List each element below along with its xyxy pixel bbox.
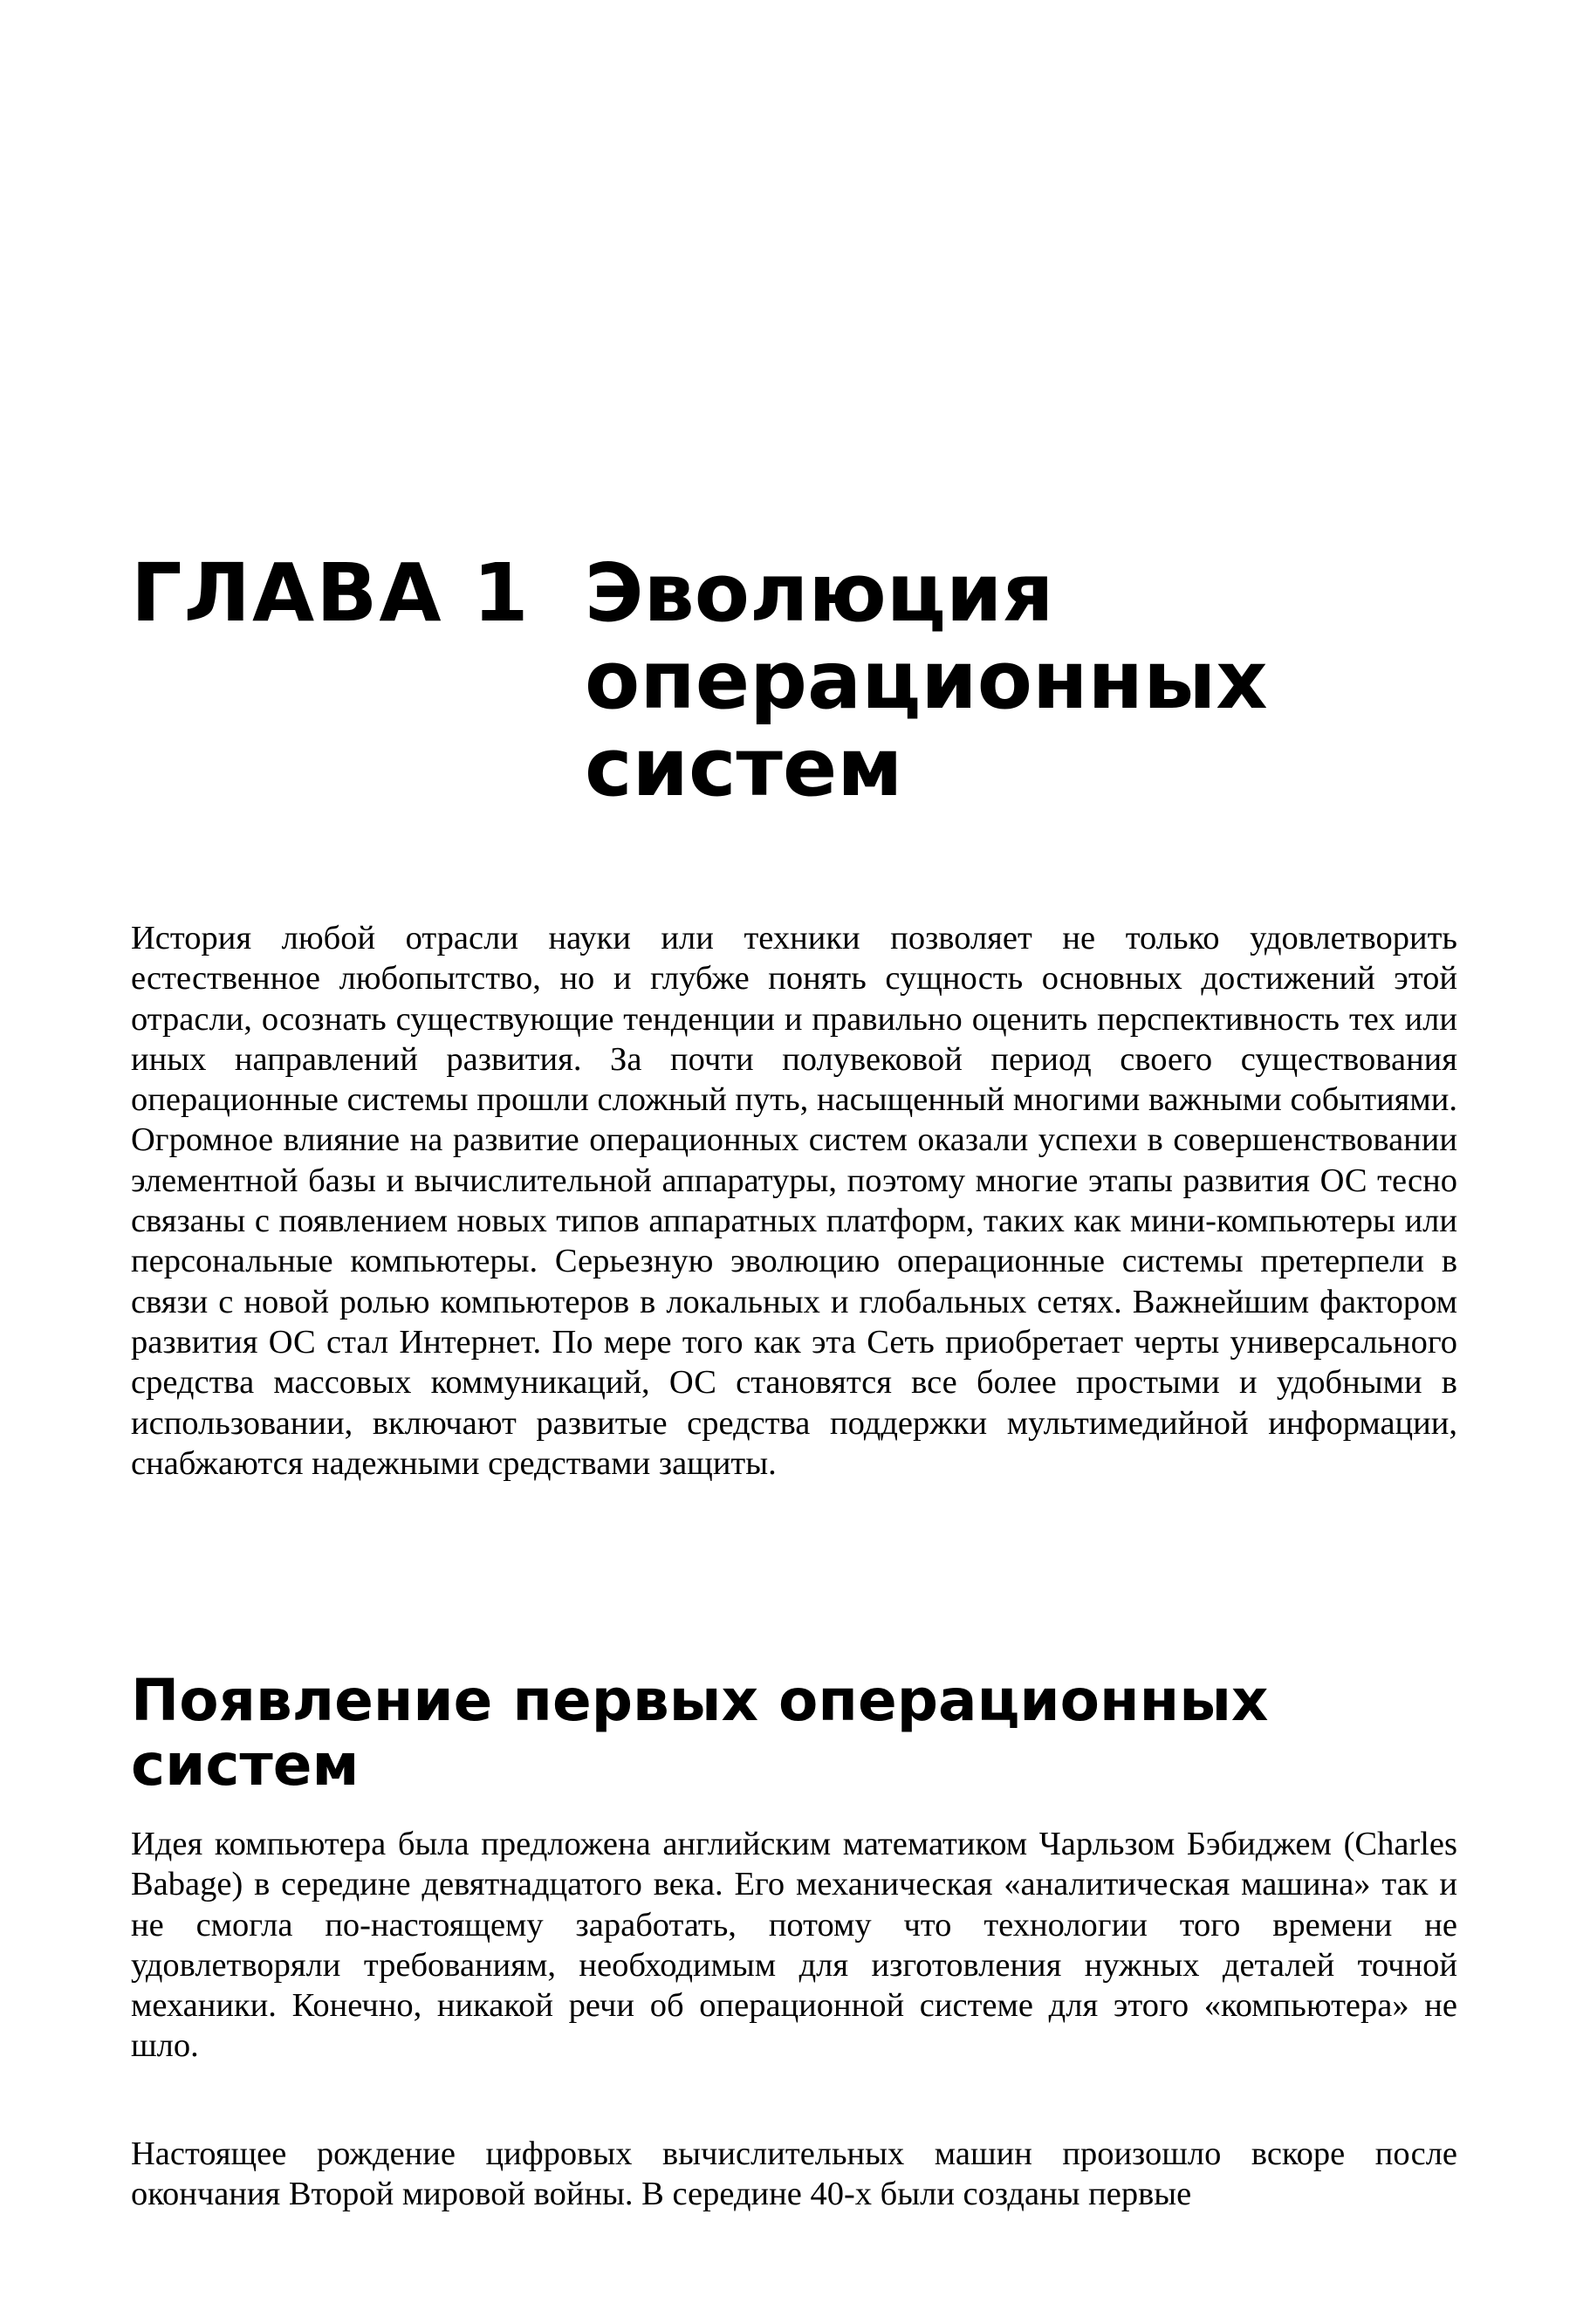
- chapter-title-line: операционных: [585, 634, 1268, 727]
- chapter-label: ГЛАВА 1: [131, 546, 531, 640]
- section-title: [131, 1669, 1492, 1798]
- chapter-title-line: систем: [585, 721, 903, 814]
- section-paragraph: Идея компьютера была предложена английским математиком Чарльзом Бэбиджем (Charles Babage) в середине девятнадцатого века. Его механическая «аналитическая машина» так и не смогла по-настоящему заработать, потому что технологии того времени не удовлетворяли требованиям, необходимым для изготовления нужных деталей точной механики. Конечно, никакой речи об операционной системе для этого «компьютера» не шло.: [131, 1826, 1457, 2065]
- intro-paragraph: История любой отрасли науки или техники позволяет не только удовлетворить естественное любопытство, но и глубже понять сущность основных достижений этой отрасли, осознать существующие тенденции и правильно оценить перспективность тех или иных направлений развития. За почти полувековой период своего существования операционные системы прошли сложный путь, насыщенный многими важными событиями. Огромное влияние на развитие операционных систем оказали успехи в совершенствовании элементной базы и вычислительной аппаратуры, поэтому многие этапы развития ОС тесно связаны с появлением новых типов аппаратных платформ, таких как мини-компьютеры или персональные компьютеры. Серьезную эволюцию операционные системы претерпели в связи с новой ролью компьютеров в локальных и глобальных сетях. Важнейшим фактором развития ОС стал Интернет. По мере того как эта Сеть приобретает черты универсального средства массовых коммуникаций, ОС становятся все более простыми и удобными в использовании, включают развитые средства поддержки мультимедийной информации, снабжаются надежными средствами защиты.: [131, 920, 1457, 1482]
- chapter-title-line: Эволюция: [585, 546, 1054, 640]
- section-title-line: Появление первых операционных: [131, 1667, 1269, 1734]
- chapter-title: [585, 546, 1457, 814]
- section-paragraph: Настоящее рождение цифровых вычислительных машин произошло вскоре после окончания Второй мировой войны. В середине 40-х были созданы первые: [131, 2135, 1457, 2213]
- section-title-line: систем: [131, 1731, 360, 1799]
